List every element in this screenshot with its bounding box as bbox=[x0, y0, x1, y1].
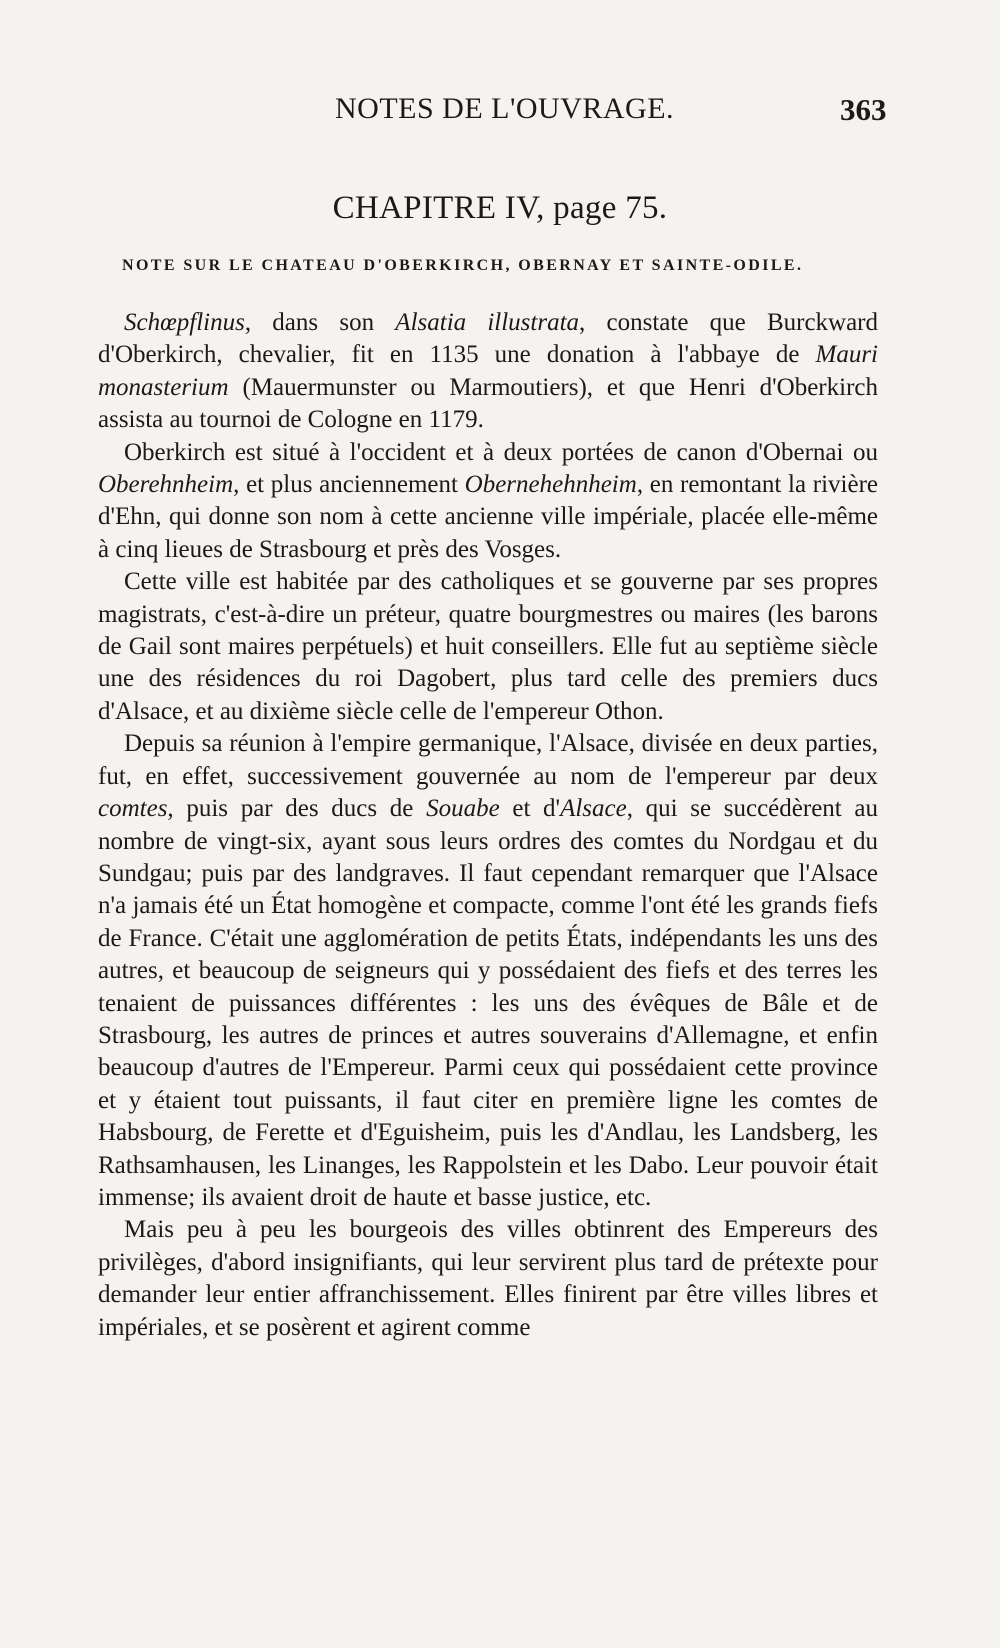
text-run: Oberkirch est situé à l'occident et à deux portées de canon d'Obernai ou bbox=[124, 438, 878, 466]
page-number: 363 bbox=[840, 92, 887, 127]
chapter-title: CHAPITRE IV, page 75. bbox=[332, 190, 668, 226]
running-head bbox=[0, 92, 1000, 128]
text-run: , qui se succédèrent au nombre de vingt-six, ayant sous leurs ordres des comtes du Nordgau et du Sundgau; puis par des landgraves. Il faut cependant remarquer que l'Alsace n'a jamais été un État homogène et compacte, comme l'ont été les grands fiefs de France. C'était une agglomération de petits États, indépendants les uns des autres, et beaucoup de seigneurs qui y possédaient des fiefs et des terres les tenaient de puissances différentes : les uns des évêques de Bâle et de Strasbourg, les autres de princes et autres souverains d'Allemagne, et enfin beaucoup d'autres de l'Empereur. Parmi ceux qui possédaient cette province et y étaient tout puissants, il faut citer en première ligne les comtes de Habsbourg, de Ferette et d'Eguisheim, puis les d'Andlau, les Landsberg, les Rathsamhausen, les Linanges, les Rappolstein et les Dabo. Leur pouvoir était immense; ils avaient droit de haute et basse justice, etc. bbox=[98, 795, 879, 1211]
note-heading: NOTE SUR LE CHATEAU D'OBERKIRCH, OBERNAY ET SAINTE-ODILE. bbox=[122, 257, 804, 274]
text-run: Mais peu à peu les bourgeois des villes obtinrent des Empereurs des privilèges, d'abord insignifiants, qui leur servirent plus tard de prétexte pour demander leur entier affranchissement. Elles finirent par être villes libres et impériales, et se posèrent et agirent comme bbox=[98, 1216, 878, 1341]
paragraph bbox=[98, 566, 878, 728]
paragraph bbox=[98, 728, 878, 1214]
running-title: NOTES DE L'OUVRAGE. bbox=[335, 92, 675, 125]
italic-text: Souabe bbox=[426, 795, 500, 823]
italic-text: Oberehnheim bbox=[98, 471, 234, 499]
text-run: Depuis sa réunion à l'empire germanique, l'Alsace, divisée en deux parties, fut, en effet, successivement gouvernée au nom de l'empereur par deux bbox=[98, 730, 878, 790]
italic-text: Alsatia illustrata bbox=[395, 309, 580, 336]
paragraph bbox=[98, 437, 878, 567]
text-run: , constate que Burckward d'Oberkirch, chevalier, fit en 1135 une donation à l'abbaye de bbox=[98, 309, 879, 369]
paragraph bbox=[98, 1214, 878, 1344]
text-run: , en remontant la rivière d'Ehn, qui donne son nom à cette ancienne ville impériale, placée elle-même à cinq lieues de Strasbourg et près des Vosges. bbox=[98, 471, 878, 563]
italic-text: Alsace bbox=[560, 795, 627, 823]
italic-text: Obernehehnheim bbox=[464, 471, 637, 499]
text-run: et d' bbox=[499, 795, 561, 823]
text-run: , et plus anciennement bbox=[233, 471, 465, 499]
text-run: (Mauermunster ou Marmoutiers), et que Henri d'Oberkirch assista au tournoi de Cologne en 1179. bbox=[98, 373, 878, 434]
text-run: Cette ville est habitée par des catholiques et se gouverne par ses propres magistrats, c'est-à-dire un préteur, quatre bourgmestres ou maires (les barons de Gail sont maires perpétuels) et huit conseillers. Elle fut au septième siècle une des résidences du roi Dagobert, plus tard celle des premiers ducs d'Alsace, et au dixième siècle celle de l'empereur Othon. bbox=[98, 568, 878, 725]
body-text bbox=[98, 307, 878, 1344]
italic-text: Mauri monasterium bbox=[98, 341, 878, 401]
text-run: , puis par des ducs de bbox=[167, 795, 427, 823]
italic-text: comtes bbox=[98, 795, 168, 823]
text-run: , dans son bbox=[244, 309, 396, 336]
paragraph bbox=[98, 307, 878, 437]
italic-text: Schœpflinus bbox=[124, 309, 245, 336]
